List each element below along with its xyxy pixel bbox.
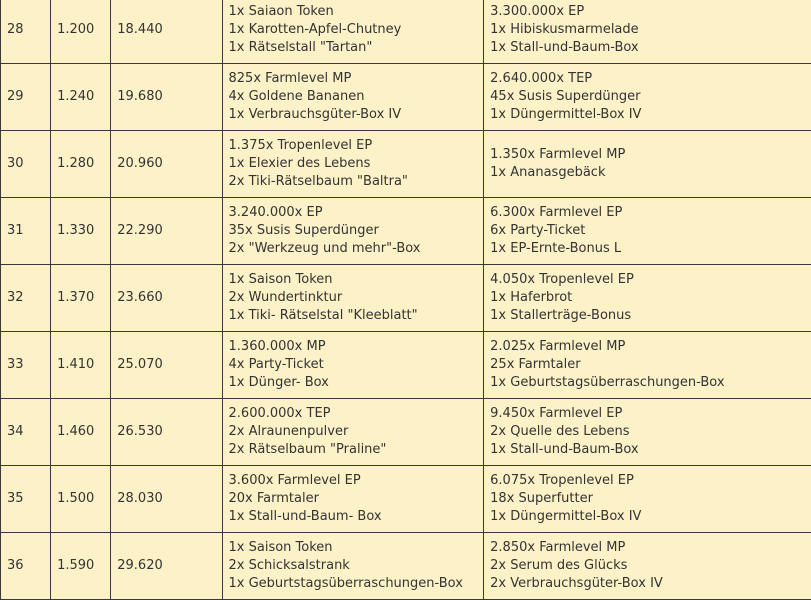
value-a-cell: 1.330 bbox=[51, 198, 111, 265]
reward-cell-left bbox=[222, 265, 484, 332]
value-b-cell: 23.660 bbox=[111, 265, 222, 332]
reward-line: 3.240.000x EP bbox=[228, 205, 323, 220]
level-cell: 32 bbox=[1, 265, 51, 332]
value-b-cell: 19.680 bbox=[111, 64, 222, 131]
reward-line: 1x Dünger- Box bbox=[228, 375, 329, 390]
reward-line: 1x Stall-und-Baum- Box bbox=[228, 509, 382, 524]
table-row bbox=[1, 533, 811, 600]
table-row bbox=[1, 64, 811, 131]
level-cell: 33 bbox=[1, 332, 51, 399]
reward-line: 1x Düngermittel-Box IV bbox=[490, 509, 642, 524]
reward-cell-left bbox=[222, 332, 484, 399]
reward-line: 2x Tiki-Rätselbaum "Baltra" bbox=[228, 174, 408, 189]
reward-cell-left bbox=[222, 0, 484, 64]
reward-line: 1x Stall-und-Baum-Box bbox=[490, 40, 639, 55]
reward-cell-left bbox=[222, 198, 484, 265]
value-b-cell: 18.440 bbox=[111, 0, 222, 64]
value-b-cell: 22.290 bbox=[111, 198, 222, 265]
reward-line: 1x Elexier des Lebens bbox=[228, 156, 371, 171]
table-row bbox=[1, 131, 811, 198]
reward-line: 3.600x Farmlevel EP bbox=[228, 473, 361, 488]
reward-line: 1x Saison Token bbox=[228, 540, 333, 555]
reward-line: 2x Verbrauchsgüter-Box IV bbox=[490, 576, 663, 591]
value-b-cell: 26.530 bbox=[111, 399, 222, 466]
reward-line: 2x Alraunenpulver bbox=[228, 424, 349, 439]
table-row bbox=[1, 399, 811, 466]
level-cell: 34 bbox=[1, 399, 51, 466]
level-cell: 28 bbox=[1, 0, 51, 64]
reward-line: 1x Stallerträge-Bonus bbox=[490, 308, 632, 323]
level-cell: 30 bbox=[1, 131, 51, 198]
reward-line: 2.025x Farmlevel MP bbox=[490, 339, 626, 354]
reward-line: 9.450x Farmlevel EP bbox=[490, 406, 623, 421]
reward-cell-right bbox=[484, 399, 811, 466]
reward-line: 25x Farmtaler bbox=[490, 357, 581, 372]
reward-line: 1x Hibiskusmarmelade bbox=[490, 22, 639, 37]
reward-cell-right bbox=[484, 533, 811, 600]
value-a-cell: 1.280 bbox=[51, 131, 111, 198]
reward-line: 1x Tiki- Rätselstal "Kleeblatt" bbox=[228, 308, 418, 323]
level-cell: 29 bbox=[1, 64, 51, 131]
value-a-cell: 1.590 bbox=[51, 533, 111, 600]
reward-line: 4.050x Tropenlevel EP bbox=[490, 272, 634, 287]
reward-line: 825x Farmlevel MP bbox=[228, 71, 352, 86]
reward-line: 18x Superfutter bbox=[490, 491, 593, 506]
reward-line: 6.075x Tropenlevel EP bbox=[490, 473, 634, 488]
reward-line: 1x Karotten-Apfel-Chutney bbox=[228, 22, 402, 37]
value-b-cell: 25.070 bbox=[111, 332, 222, 399]
reward-line: 1.375x Tropenlevel EP bbox=[228, 138, 373, 153]
reward-line: 20x Farmtaler bbox=[228, 491, 319, 506]
reward-line: 6x Party-Ticket bbox=[490, 223, 586, 238]
value-a-cell: 1.200 bbox=[51, 0, 111, 64]
value-b-cell: 20.960 bbox=[111, 131, 222, 198]
reward-line: 1x EP-Ernte-Bonus L bbox=[490, 241, 622, 256]
reward-line: 2x Rätselbaum "Praline" bbox=[228, 442, 387, 457]
reward-line: 4x Goldene Bananen bbox=[228, 89, 365, 104]
reward-line: 2.600.000x TEP bbox=[228, 406, 331, 421]
reward-line: 2x Serum des Glücks bbox=[490, 558, 628, 573]
reward-line: 3.300.000x EP bbox=[490, 4, 585, 19]
value-a-cell: 1.410 bbox=[51, 332, 111, 399]
reward-line: 1x Ananasgebäck bbox=[490, 165, 606, 180]
reward-cell-right bbox=[484, 198, 811, 265]
reward-line: 6.300x Farmlevel EP bbox=[490, 205, 623, 220]
reward-line: 1x Düngermittel-Box IV bbox=[490, 107, 642, 122]
reward-line: 2x Schicksalstrank bbox=[228, 558, 350, 573]
reward-line: 1.360.000x MP bbox=[228, 339, 326, 354]
reward-cell-left bbox=[222, 533, 484, 600]
reward-cell-right bbox=[484, 466, 811, 533]
reward-line: 2x "Werkzeug und mehr"-Box bbox=[228, 241, 421, 256]
reward-cell-left bbox=[222, 466, 484, 533]
table-row bbox=[1, 0, 811, 64]
reward-cell-left bbox=[222, 399, 484, 466]
value-a-cell: 1.460 bbox=[51, 399, 111, 466]
reward-line: 2x Wundertinktur bbox=[228, 290, 343, 305]
reward-line: 45x Susis Superdünger bbox=[490, 89, 641, 104]
reward-line: 2.640.000x TEP bbox=[490, 71, 593, 86]
table-row bbox=[1, 332, 811, 399]
reward-line: 35x Susis Superdünger bbox=[228, 223, 379, 238]
level-cell: 36 bbox=[1, 533, 51, 600]
value-b-cell: 28.030 bbox=[111, 466, 222, 533]
table-row bbox=[1, 198, 811, 265]
value-a-cell: 1.500 bbox=[51, 466, 111, 533]
table-body bbox=[1, 0, 811, 600]
table-row bbox=[1, 265, 811, 332]
reward-cell-right bbox=[484, 332, 811, 399]
reward-line: 1x Verbrauchsgüter-Box IV bbox=[228, 107, 402, 122]
value-a-cell: 1.370 bbox=[51, 265, 111, 332]
reward-line: 2x Quelle des Lebens bbox=[490, 424, 630, 439]
level-cell: 35 bbox=[1, 466, 51, 533]
reward-line: 1x Geburtstagsüberraschungen-Box bbox=[228, 576, 463, 591]
reward-line: 2.850x Farmlevel MP bbox=[490, 540, 626, 555]
reward-cell-right bbox=[484, 0, 811, 64]
reward-cell-left bbox=[222, 131, 484, 198]
reward-line: 1x Saiaon Token bbox=[228, 4, 334, 19]
reward-line: 1x Rätselstall "Tartan" bbox=[228, 40, 373, 55]
reward-cell-right bbox=[484, 64, 811, 131]
value-a-cell: 1.240 bbox=[51, 64, 111, 131]
reward-line: 1x Saison Token bbox=[228, 272, 333, 287]
level-cell: 31 bbox=[1, 198, 51, 265]
reward-cell-right bbox=[484, 265, 811, 332]
reward-line: 1x Geburtstagsüberraschungen-Box bbox=[490, 375, 725, 390]
reward-line: 1.350x Farmlevel MP bbox=[490, 147, 626, 162]
reward-line: 1x Haferbrot bbox=[490, 290, 573, 305]
table-row bbox=[1, 466, 811, 533]
reward-line: 4x Party-Ticket bbox=[228, 357, 324, 372]
reward-line: 1x Stall-und-Baum-Box bbox=[490, 442, 639, 457]
reward-cell-left bbox=[222, 64, 484, 131]
value-b-cell: 29.620 bbox=[111, 533, 222, 600]
reward-cell-right bbox=[484, 131, 811, 198]
